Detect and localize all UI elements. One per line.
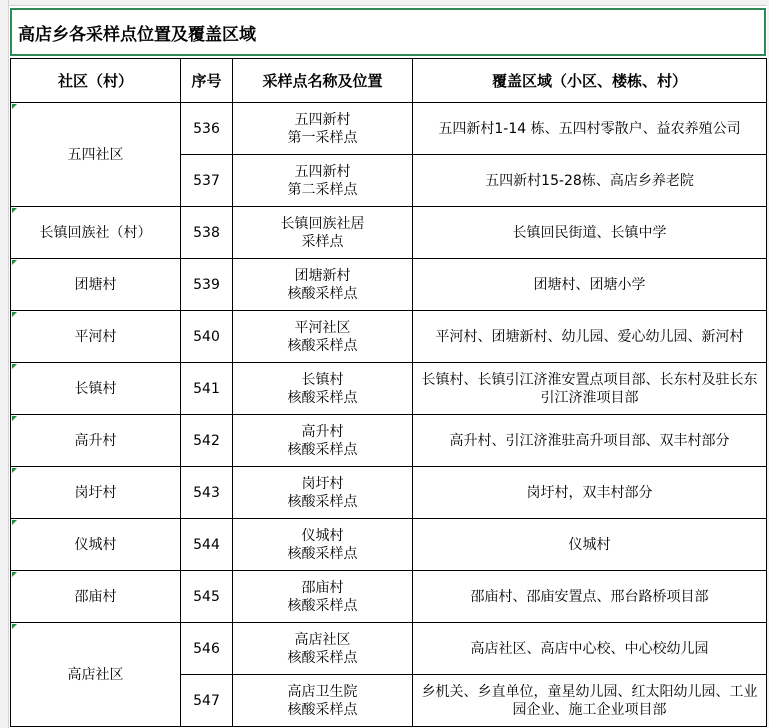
community-cell[interactable]: 高店社区 bbox=[11, 623, 181, 727]
index-cell[interactable]: 542 bbox=[181, 415, 233, 467]
site-name-line: 邵庙村 bbox=[301, 579, 344, 596]
site-type-line: 核酸采样点 bbox=[287, 649, 358, 666]
community-cell[interactable]: 长镇村 bbox=[11, 363, 181, 415]
community-cell[interactable]: 高升村 bbox=[11, 415, 181, 467]
coverage-cell[interactable]: 五四新村1-14 栋、五四村零散户、益农养殖公司 bbox=[413, 103, 767, 155]
cell-indicator-icon bbox=[12, 468, 17, 473]
table-body bbox=[11, 103, 767, 727]
cell-indicator-icon bbox=[12, 260, 17, 265]
site-type-line: 核酸采样点 bbox=[287, 545, 358, 562]
table-row bbox=[11, 519, 767, 571]
table-row bbox=[11, 571, 767, 623]
community-cell[interactable]: 长镇回族社（村） bbox=[11, 207, 181, 259]
header-community[interactable]: 社区（村） bbox=[11, 59, 181, 103]
index-cell[interactable]: 547 bbox=[181, 675, 233, 727]
table-row bbox=[11, 259, 767, 311]
coverage-cell[interactable]: 邵庙村、邵庙安置点、邢台路桥项目部 bbox=[413, 571, 767, 623]
table-row bbox=[11, 623, 767, 675]
cell-indicator-icon bbox=[12, 312, 17, 317]
site-type-line: 第二采样点 bbox=[287, 181, 358, 198]
cell-indicator-icon bbox=[12, 104, 17, 109]
row-header-gutter bbox=[0, 0, 9, 728]
coverage-cell[interactable]: 高升村、引江济淮驻高升项目部、双丰村部分 bbox=[413, 415, 767, 467]
site-type-line: 核酸采样点 bbox=[287, 441, 358, 458]
community-cell[interactable]: 邵庙村 bbox=[11, 571, 181, 623]
index-cell[interactable]: 538 bbox=[181, 207, 233, 259]
sheet-title: 高店乡各采样点位置及覆盖区域 bbox=[18, 24, 256, 45]
site-type-line: 采样点 bbox=[301, 233, 344, 250]
site-type-line: 核酸采样点 bbox=[287, 389, 358, 406]
community-cell[interactable]: 团塘村 bbox=[11, 259, 181, 311]
community-cell[interactable]: 平河村 bbox=[11, 311, 181, 363]
site-cell[interactable] bbox=[233, 467, 413, 519]
header-coverage[interactable]: 覆盖区域（小区、楼栋、村） bbox=[413, 59, 767, 103]
index-cell[interactable]: 543 bbox=[181, 467, 233, 519]
site-name-line: 高店卫生院 bbox=[287, 683, 358, 700]
site-cell[interactable] bbox=[233, 363, 413, 415]
index-cell[interactable]: 539 bbox=[181, 259, 233, 311]
table-row bbox=[11, 311, 767, 363]
index-cell[interactable]: 545 bbox=[181, 571, 233, 623]
coverage-cell[interactable]: 长镇村、长镇引江济淮安置点项目部、长东村及驻长东引江济淮项目部 bbox=[413, 363, 767, 415]
site-type-line: 核酸采样点 bbox=[287, 285, 358, 302]
cell-indicator-icon bbox=[12, 364, 17, 369]
column-header-strip bbox=[0, 0, 769, 6]
site-cell[interactable] bbox=[233, 311, 413, 363]
table-row bbox=[11, 467, 767, 519]
coverage-cell[interactable]: 五四新村15-28栋、高店乡养老院 bbox=[413, 155, 767, 207]
table-row bbox=[11, 363, 767, 415]
site-cell[interactable] bbox=[233, 519, 413, 571]
community-cell[interactable]: 岗圩村 bbox=[11, 467, 181, 519]
index-cell[interactable]: 536 bbox=[181, 103, 233, 155]
site-type-line: 核酸采样点 bbox=[287, 493, 358, 510]
coverage-cell[interactable]: 长镇回民街道、长镇中学 bbox=[413, 207, 767, 259]
index-cell[interactable]: 544 bbox=[181, 519, 233, 571]
site-type-line: 第一采样点 bbox=[287, 129, 358, 146]
site-cell[interactable] bbox=[233, 103, 413, 155]
table-row bbox=[11, 207, 767, 259]
site-name-line: 仪城村 bbox=[301, 527, 344, 544]
site-cell[interactable] bbox=[233, 155, 413, 207]
site-cell[interactable] bbox=[233, 571, 413, 623]
index-cell[interactable]: 540 bbox=[181, 311, 233, 363]
coverage-cell[interactable]: 团塘村、团塘小学 bbox=[413, 259, 767, 311]
header-index[interactable]: 序号 bbox=[181, 59, 233, 103]
cell-indicator-icon bbox=[12, 416, 17, 421]
site-name-line: 长镇回族社居 bbox=[280, 215, 365, 232]
site-cell[interactable] bbox=[233, 623, 413, 675]
header-site[interactable]: 采样点名称及位置 bbox=[233, 59, 413, 103]
site-name-line: 五四新村 bbox=[294, 163, 351, 180]
site-type-line: 核酸采样点 bbox=[287, 597, 358, 614]
table-row bbox=[11, 415, 767, 467]
sheet-title-cell[interactable] bbox=[10, 8, 766, 56]
coverage-cell[interactable]: 仪城村 bbox=[413, 519, 767, 571]
cell-indicator-icon bbox=[12, 624, 17, 629]
site-type-line: 核酸采样点 bbox=[287, 701, 358, 718]
community-cell[interactable]: 五四社区 bbox=[11, 103, 181, 207]
site-name-line: 五四新村 bbox=[294, 111, 351, 128]
index-cell[interactable]: 546 bbox=[181, 623, 233, 675]
community-cell[interactable]: 仪城村 bbox=[11, 519, 181, 571]
site-name-line: 团塘新村 bbox=[294, 267, 351, 284]
site-name-line: 高店社区 bbox=[294, 631, 351, 648]
coverage-cell[interactable]: 乡机关、乡直单位，童星幼儿园、红太阳幼儿园、工业园企业、施工企业项目部 bbox=[413, 675, 767, 727]
site-cell[interactable] bbox=[233, 675, 413, 727]
site-cell[interactable] bbox=[233, 207, 413, 259]
cell-indicator-icon bbox=[12, 208, 17, 213]
site-name-line: 长镇村 bbox=[301, 371, 344, 388]
index-cell[interactable]: 541 bbox=[181, 363, 233, 415]
site-type-line: 核酸采样点 bbox=[287, 337, 358, 354]
coverage-cell[interactable]: 平河村、团塘新村、幼儿园、爱心幼儿园、新河村 bbox=[413, 311, 767, 363]
table-row bbox=[11, 103, 767, 155]
table-header-row bbox=[11, 59, 767, 103]
site-name-line: 高升村 bbox=[301, 423, 344, 440]
cell-indicator-icon bbox=[12, 572, 17, 577]
site-name-line: 平河社区 bbox=[294, 319, 351, 336]
coverage-cell[interactable]: 高店社区、高店中心校、中心校幼儿园 bbox=[413, 623, 767, 675]
site-name-line: 岗圩村 bbox=[301, 475, 344, 492]
cell-indicator-icon bbox=[12, 520, 17, 525]
sampling-sites-table bbox=[10, 58, 767, 727]
coverage-cell[interactable]: 岗圩村，双丰村部分 bbox=[413, 467, 767, 519]
site-cell[interactable] bbox=[233, 259, 413, 311]
site-cell[interactable] bbox=[233, 415, 413, 467]
index-cell[interactable]: 537 bbox=[181, 155, 233, 207]
